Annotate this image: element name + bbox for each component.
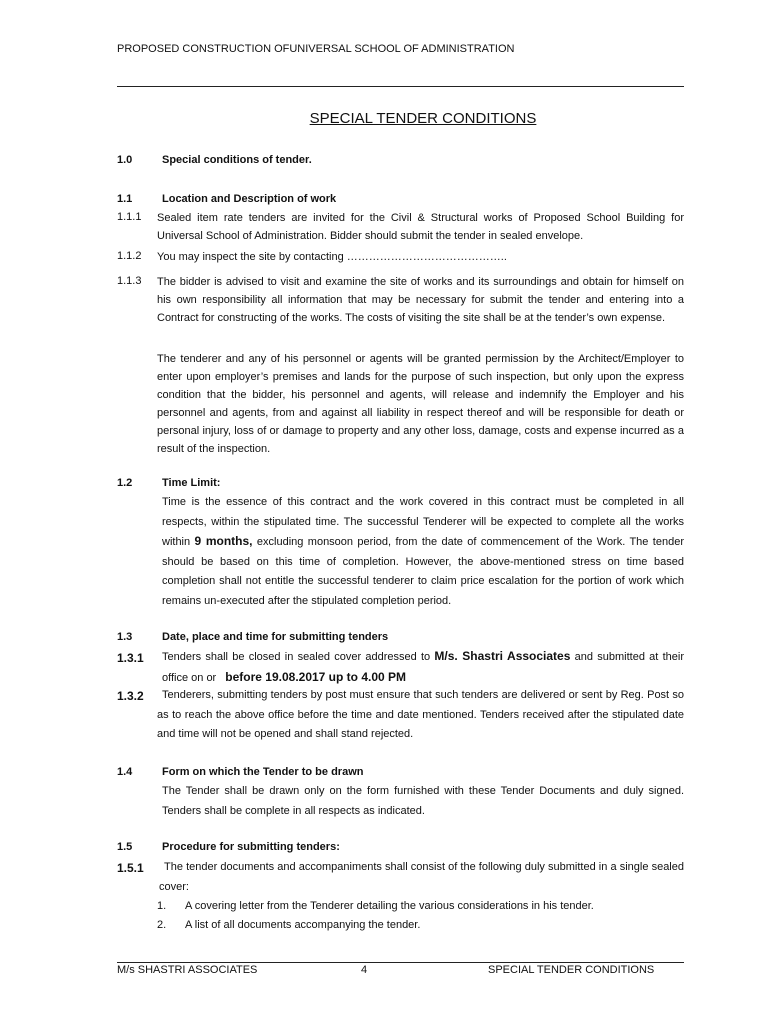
section-number-1-3: 1.3 — [117, 631, 133, 643]
clause-1-1-2-text: You may inspect the site by contacting …………………………………….. — [157, 251, 507, 263]
section-number-1-4: 1.4 — [117, 766, 133, 778]
list-item-number: 2. — [157, 919, 167, 931]
list-item-number: 1. — [157, 900, 167, 912]
footer-section-title: SPECIAL TENDER CONDITIONS — [488, 964, 655, 976]
time-limit-text-a: Time is the essence of this contract and the work covered in this contract must be completed in all respects, within the stipulated time. The successful Tenderer will be expected to complete all the works within — [162, 496, 684, 548]
submission-deadline: before 19.08.2017 up to 4.00 PM — [225, 669, 407, 684]
section-heading-1-0: Special conditions of tender. — [162, 154, 312, 166]
clause-number-1-1-3: 1.1.3 — [117, 275, 142, 287]
clause-1-5-1-text: The tender documents and accompaniments shall consist of the following duly submitted in a single sealed cover: — [159, 861, 684, 893]
clause-1-3-1-text-b: and submitted at their office on or — [162, 651, 684, 684]
list-item-text: A list of all documents accompanying the tender. — [185, 919, 421, 931]
section-number-1-1: 1.1 — [117, 193, 133, 205]
section-heading-1-4: Form on which the Tender to be drawn — [162, 766, 364, 778]
time-limit-text-b: excluding monsoon period, from the date of commencement of the Work. The tender should be based on this time of completion. However, the above-mentioned stress on time based completion shall not entitle the successful tenderer to claim price escalation for the portion of work which remains un-executed after the stipulated completion period. — [162, 536, 684, 607]
section-heading-1-3: Date, place and time for submitting tenders — [162, 631, 389, 643]
addressee-name: M/s. Shastri Associates — [434, 649, 571, 663]
clause-number-1-5-1: 1.5.1 — [117, 861, 144, 875]
clause-1-1-3-text: The bidder is advised to visit and examine the site of works and its surroundings and obtain for himself on his own responsibility all information that may be necessary for submit the tender and entering into a Contract for constructing of the works. The costs of visiting the site shall be at the tender’s own expense. — [157, 276, 684, 324]
clause-number-1-1-1: 1.1.1 — [117, 211, 142, 223]
section-heading-1-1: Location and Description of work — [162, 193, 337, 205]
clause-number-1-1-2: 1.1.2 — [117, 250, 142, 262]
header-divider — [117, 86, 684, 87]
clause-number-1-3-2: 1.3.2 — [117, 689, 144, 703]
clause-1-3-1-text — [162, 647, 684, 688]
clause-1-3-2-text: Tenderers, submitting tenders by post must ensure that such tenders are delivered or sent by Reg. Post so as to reach the above office before the time and date mentioned. Tenders received after the stipulated date and time will not be opened and shall stand rejected. — [157, 689, 684, 740]
section-heading-1-5: Procedure for submitting tenders: — [162, 841, 340, 853]
tender-form-text: The Tender shall be drawn only on the form furnished with these Tender Documents and duly signed. Tenders shall be complete in all respects as indicated. — [162, 785, 684, 817]
time-limit-text — [162, 493, 684, 611]
section-number-1-5: 1.5 — [117, 841, 133, 853]
time-limit-duration: 9 months, — [194, 534, 253, 548]
section-number-1-0: 1.0 — [117, 154, 133, 166]
clause-1-3-1-text-a: Tenders shall be closed in sealed cover addressed to — [162, 651, 435, 663]
clause-number-1-3-1: 1.3.1 — [117, 651, 144, 665]
footer-company: M/s SHASTRI ASSOCIATES — [117, 964, 258, 976]
page-title-text: SPECIAL TENDER CONDITIONS — [309, 110, 537, 127]
running-header: PROPOSED CONSTRUCTION OFUNIVERSAL SCHOOL OF ADMINISTRATION — [117, 43, 515, 55]
clause-1-1-3-inspection-text: The tenderer and any of his personnel or agents will be granted permission by the Architect/Employer to enter upon employer’s premises and lands for the purpose of such inspection, but only upon the express condition that the bidder, his personnel and agents, will release and indemnify the Employer and his personnel and agents, from and against all liability in respect thereof and will be responsible for death or personal injury, loss of or damage to property and any other loss, damage, costs and expense incurred as a result of the inspection. — [157, 353, 684, 455]
page-title — [0, 110, 768, 128]
footer-page-number: 4 — [361, 964, 368, 976]
clause-1-1-1-text: Sealed item rate tenders are invited for the Civil & Structural works of Proposed School Building for Universal School of Administration. Bidder should submit the tender in sealed envelope. — [157, 212, 684, 242]
footer-divider — [117, 962, 684, 963]
section-heading-1-2: Time Limit: — [162, 477, 221, 489]
list-item-text: A covering letter from the Tenderer detailing the various considerations in his tender. — [185, 900, 594, 912]
section-number-1-2: 1.2 — [117, 477, 133, 489]
